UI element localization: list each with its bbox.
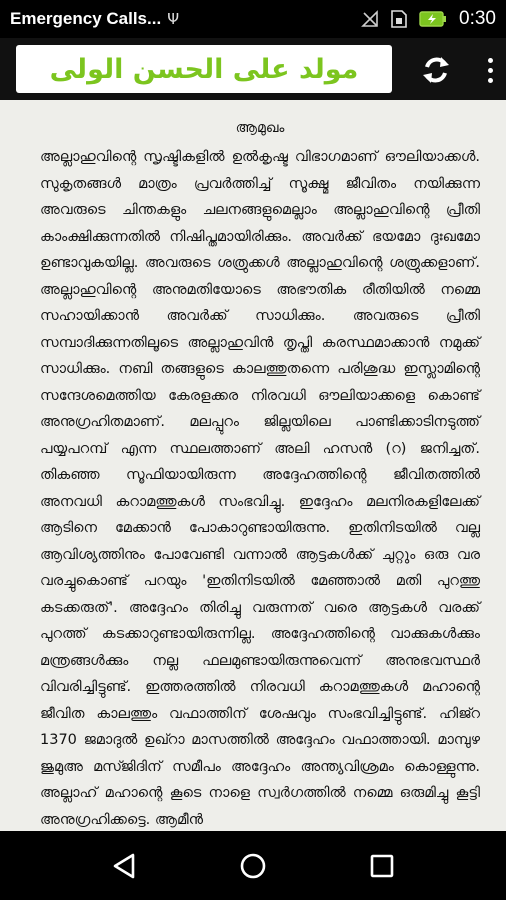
recents-button[interactable] [357, 841, 407, 891]
recents-icon [370, 854, 394, 878]
app-title-banner [16, 45, 392, 93]
refresh-button[interactable] [414, 48, 458, 92]
status-bar [0, 0, 506, 38]
article-heading: ആമുഖം [235, 120, 285, 136]
article-body: അല്ലാഹുവിന്റെ സൃഷ്ടികളിൽ ഉൽകൃഷ്ട വിഭാഗമാണ് ഔലിയാക്കൾ. സുകൃതങ്ങൾ മാത്രം പ്രവർത്തിച്ച് സൂക്ഷ്മ ജീവിതം നയിക്കുന്ന അവരുടെ ചിന്തകളും ചലനങ്ങളുമെല്ലാം അല്ലാഹുവിന്റെ പ്രീതി കാംക്ഷിക്കുന്നതിൽ നിഷിപ്തമായിരിക്കും. അവർക്ക് ഭയമോ ദുഃഖമോ ഉണ്ടാവുകയില്ല. അവരുടെ ശത്രുക്കൾ അല്ലാഹുവിന്റെ ശത്രുക്കളാണ്. അല്ലാഹുവിന്റെ അനുമതിയോടെ അഭൗതിക രീതിയിൽ നമ്മെ സഹായിക്കാൻ അവർക്ക് സാധിക്കും. അവരുടെ പ്രീതി സമ്പാദിക്കുന്നതിലൂടെ അല്ലാഹുവിൻ തൃപ്തി കരസ്ഥമാക്കാൻ നമുക്ക് സാധിക്കും. നബി തങ്ങളുടെ കാലത്തുതന്നെ പരിശുദ്ധ ഇസ്ലാമിന്റെ സന്ദേശമെത്തിയ കേരളക്കര നിരവധി ഔലിയാക്കളെ കൊണ്ട് അനുഗ്രഹിതമാണ്. മലപ്പുറം ജില്ലയിലെ പാണ്ടിക്കാടിനടുത്ത് പയ്യപറമ്പ് എന്ന സ്ഥലത്താണ് അലി ഹസൻ (റ) ജനിച്ചത്. തികഞ്ഞ സൂഫിയായിരുന്ന അദ്ദേഹത്തിന്റെ ജീവിതത്തിൽ അനവധി കറാമത്തുകൾ സംഭവിച്ചു. ഇദ്ദേഹം മലനിരകളിലേക്ക് ആടിനെ മേക്കാൻ പോകാറുണ്ടായിരുന്നു. ഇതിനിടയിൽ വല്ല ആവിശ്യത്തിനും പോവേണ്ടി വന്നാൽ ആട്ടകൾക്ക് ചുറ്റും ഒരു വര വരച്ചുകൊണ്ട് പറയും 'ഇതിനിടയിൽ മേഞ്ഞാൽ മതി പുറത്തു കടക്കരുത്'. അദ്ദേഹം തിരിച്ചു വരുന്നത് വരെ ആട്ടകൾ വരക്ക് പുറത്ത് കടക്കാറുണ്ടായിരുന്നില്ല. അദ്ദേഹത്തിന്റെ വാക്കുകൾക്കും മന്ത്രങ്ങൾക്കും നല്ല ഫലമുണ്ടായിരുന്നുവെന്ന് അനുഭവസ്ഥർ വിവരിച്ചിട്ടുണ്ട്. ഇത്തരത്തിൽ നിരവധി കറാമത്തുകൾ മഹാന്റെ ജീവിത കാലത്തും വഫാത്തിന് ശേഷവും സംഭവിച്ചിട്ടുണ്ട്. ഹിജ്റ 1370 ജമാദുൽ ഉഖ്റാ മാസത്തിൽ അദ്ദേഹം വഫാത്തായി. മാമ്പുഴ ജുമുഅ മസ്ജിദിന് സമീപം അദ്ദേഹം അന്ത്യവിശ്രമം കൊള്ളുന്നു. അല്ലാഹ് മഹാന്റെ കൂടെ നാളെ സ്വർഗത്തിൽ നമ്മെ ഒരുമിച്ചു കൂട്ടി അനുഗ്രഹിക്കട്ടെ. ആമീൻ [40, 149, 480, 828]
refresh-icon [419, 53, 453, 87]
back-icon [111, 852, 137, 880]
status-icons [361, 8, 496, 30]
battery-charging-icon [419, 11, 447, 27]
home-icon [239, 852, 267, 880]
overflow-menu-icon [488, 58, 493, 63]
navigation-bar [0, 831, 506, 900]
notification-app-title: Emergency Calls... [10, 9, 162, 28]
action-bar [0, 38, 506, 100]
back-button[interactable] [99, 841, 149, 891]
overflow-menu-button[interactable] [478, 50, 502, 90]
signal-off-icon [361, 10, 379, 28]
home-button[interactable] [228, 841, 278, 891]
clock: 0:30 [459, 8, 496, 29]
app-title: مولد على الحسن الولى [49, 53, 359, 85]
article-content[interactable] [0, 100, 506, 831]
usb-icon: Ψ [167, 10, 179, 28]
sim-icon [391, 10, 407, 28]
